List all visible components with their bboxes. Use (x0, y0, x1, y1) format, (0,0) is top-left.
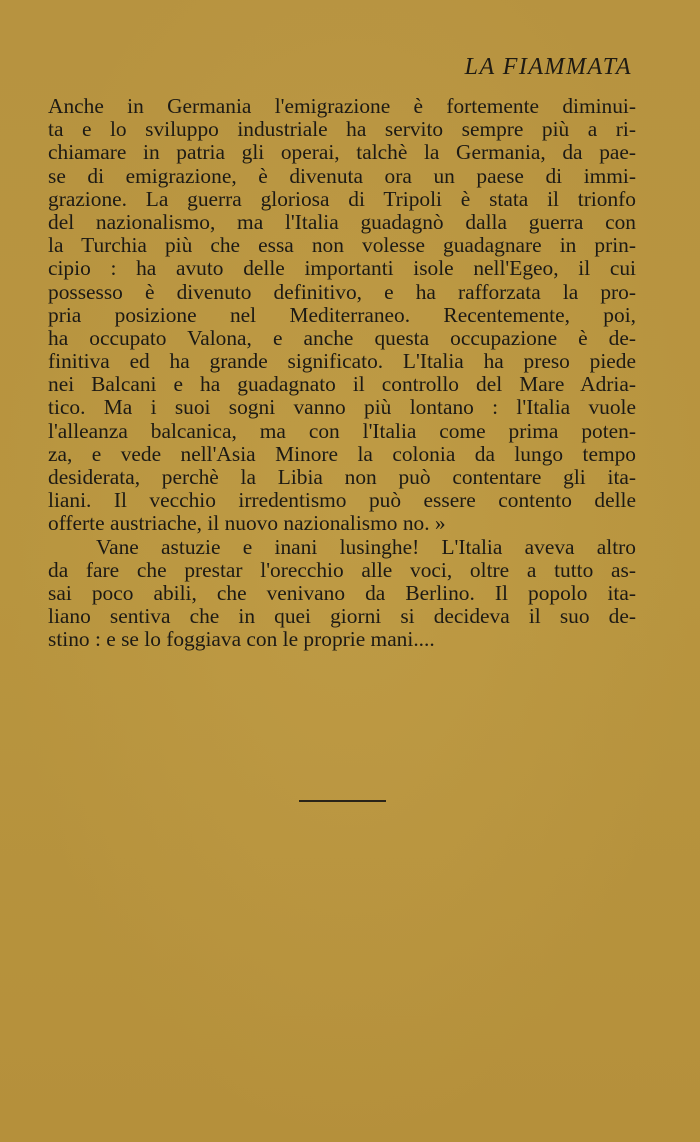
text-line: cipio : ha avuto delle importanti isole nell'Egeo, il cui (48, 257, 636, 281)
paragraph-2 (48, 536, 636, 652)
text-line: la Turchia più che essa non volesse guadagnare in prin- (48, 234, 636, 258)
text-line: sai poco abili, che venivano da Berlino. Il popolo ita- (48, 581, 636, 605)
text-line: Vane astuzie e inani lusinghe! L'Italia aveva altro (96, 535, 636, 559)
text-line: grazione. La guerra gloriosa di Tripoli è stata il trionfo (48, 187, 636, 211)
body-text (48, 95, 636, 652)
text-line: ha occupato Valona, e anche questa occupazione è de- (48, 326, 636, 350)
text-line: ta e lo sviluppo industriale ha servito sempre più a ri- (48, 118, 636, 142)
text-line: finitiva ed ha grande significato. L'Italia ha preso piede (48, 350, 636, 374)
text-line: possesso è divenuto definitivo, e ha rafforzata la pro- (48, 280, 636, 304)
section-divider (299, 800, 386, 802)
text-line: liani. Il vecchio irredentismo può essere contento delle (48, 489, 636, 513)
text-line: l'alleanza balcanica, ma con l'Italia come prima poten- (48, 419, 636, 443)
paragraph-1 (48, 95, 636, 536)
text-line: offerte austriache, il nuovo nazionalismo no. » (48, 512, 446, 536)
text-line: del nazionalismo, ma l'Italia guadagnò dalla guerra con (48, 210, 636, 234)
text-line: za, e vede nell'Asia Minore la colonia da lungo tempo (48, 442, 636, 466)
text-line: stino : e se lo foggiava con le proprie mani.... (48, 628, 435, 652)
text-line: liano sentiva che in quei giorni si decideva il suo de- (48, 605, 636, 629)
text-line: se di emigrazione, è divenuta ora un paese di immi- (48, 164, 636, 188)
running-head: LA FIAMMATA (464, 54, 632, 80)
text-line: Anche in Germania l'emigrazione è fortemente diminui- (48, 95, 636, 118)
text-line: tico. Ma i suoi sogni vanno più lontano : l'Italia vuole (48, 396, 636, 420)
text-line: desiderata, perchè la Libia non può contentare gli ita- (48, 466, 636, 489)
text-line: da fare che prestar l'orecchio alle voci, oltre a tutto as- (48, 558, 636, 582)
text-line: pria posizione nel Mediterraneo. Recentemente, poi, (48, 303, 636, 327)
text-line: nei Balcani e ha guadagnato il controllo del Mare Adria- (48, 373, 636, 397)
text-line: chiamare in patria gli operai, talchè la Germania, da pae- (48, 141, 636, 165)
